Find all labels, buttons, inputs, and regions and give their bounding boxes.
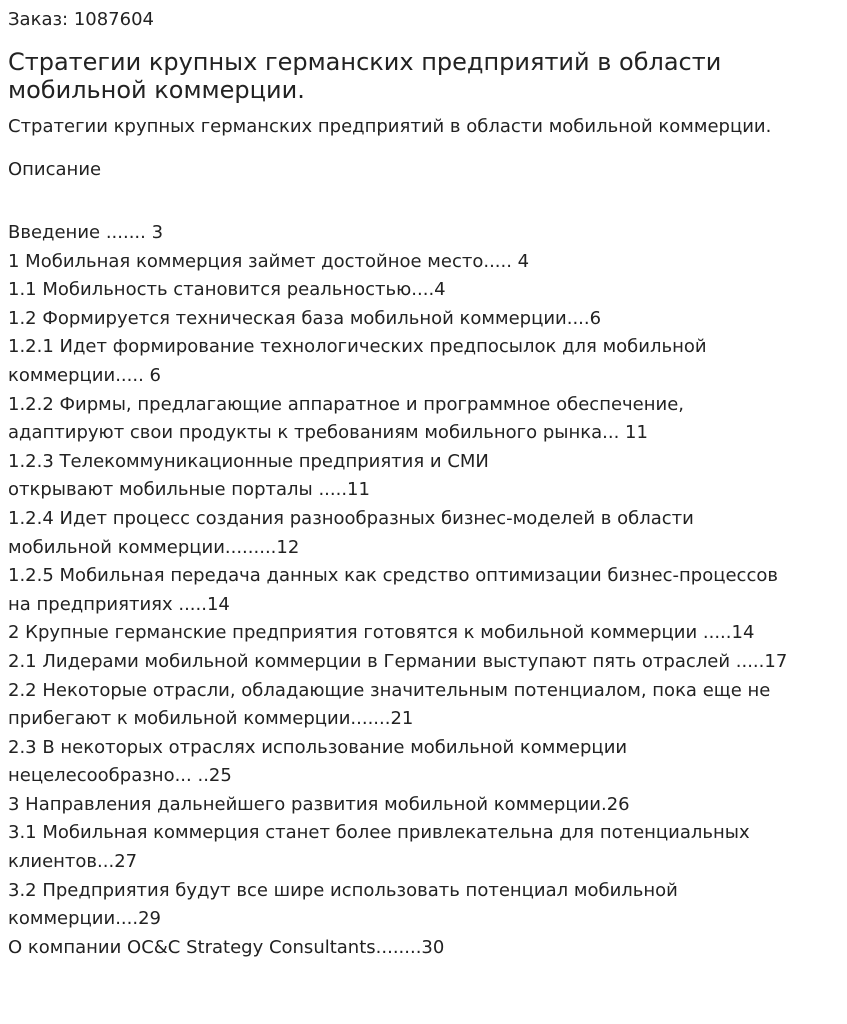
description-heading: Описание <box>8 159 102 180</box>
order-number: Заказ: 1087604 <box>8 9 154 30</box>
toc-line: 1 Мобильная коммерция займет достойное место..... 4 <box>8 250 530 272</box>
toc-line: 2.1 Лидерами мобильной коммерции в Германии выступают пять отраслей .....17 <box>8 650 788 672</box>
toc-line: 1.2.3 Телекоммуникационные предприятия и СМИ <box>8 450 489 472</box>
toc-line: О компании OC&C Strategy Consultants........30 <box>8 936 445 958</box>
page-title: Стратегии крупных германских предприятий в области мобильной коммерции. <box>8 48 722 104</box>
toc-line: 3.1 Мобильная коммерция станет более привлекательна для потенциальных <box>8 822 750 844</box>
toc-line: прибегают к мобильной коммерции.......21 <box>8 708 414 730</box>
table-of-contents <box>8 219 838 962</box>
toc-line: 1.2 Формируется техническая база мобильной коммерции....6 <box>8 307 602 329</box>
toc-line: клиентов...27 <box>8 851 138 873</box>
page-subtitle: Стратегии крупных германских предприятий в области мобильной коммерции. <box>8 116 772 137</box>
toc-line: Введение ....... 3 <box>8 222 164 243</box>
toc-line: 1.2.5 Мобильная передача данных как средство оптимизации бизнес-процессов <box>8 565 778 587</box>
toc-line: 2.3 В некоторых отраслях использование мобильной коммерции <box>8 736 628 758</box>
toc-line: 2 Крупные германские предприятия готовятся к мобильной коммерции .....14 <box>8 622 755 644</box>
toc-line: 3 Направления дальнейшего развития мобильной коммерции.26 <box>8 793 630 815</box>
toc-line: 1.2.1 Идет формирование технологических предпосылок для мобильной <box>8 336 707 358</box>
toc-line: 1.2.2 Фирмы, предлагающие аппаратное и программное обеспечение, <box>8 393 685 415</box>
toc-line: коммерции....29 <box>8 908 161 930</box>
toc-line: 1.1 Мобильность становится реальностью....4 <box>8 279 446 301</box>
toc-line: мобильной коммерции.........12 <box>8 536 300 558</box>
toc-line: 1.2.4 Идет процесс создания разнообразных бизнес-моделей в области <box>8 507 694 529</box>
toc-line: нецелесообразно... ..25 <box>8 765 232 787</box>
toc-line: на предприятиях .....14 <box>8 593 230 615</box>
toc-line: открывают мобильные порталы .....11 <box>8 479 370 501</box>
toc-line: 2.2 Некоторые отрасли, обладающие значительным потенциалом, пока еще не <box>8 679 771 701</box>
toc-line: коммерции..... 6 <box>8 364 161 386</box>
toc-line: адаптируют свои продукты к требованиям мобильного рынка... 11 <box>8 422 648 444</box>
toc-line: 3.2 Предприятия будут все шире использовать потенциал мобильной <box>8 879 678 901</box>
